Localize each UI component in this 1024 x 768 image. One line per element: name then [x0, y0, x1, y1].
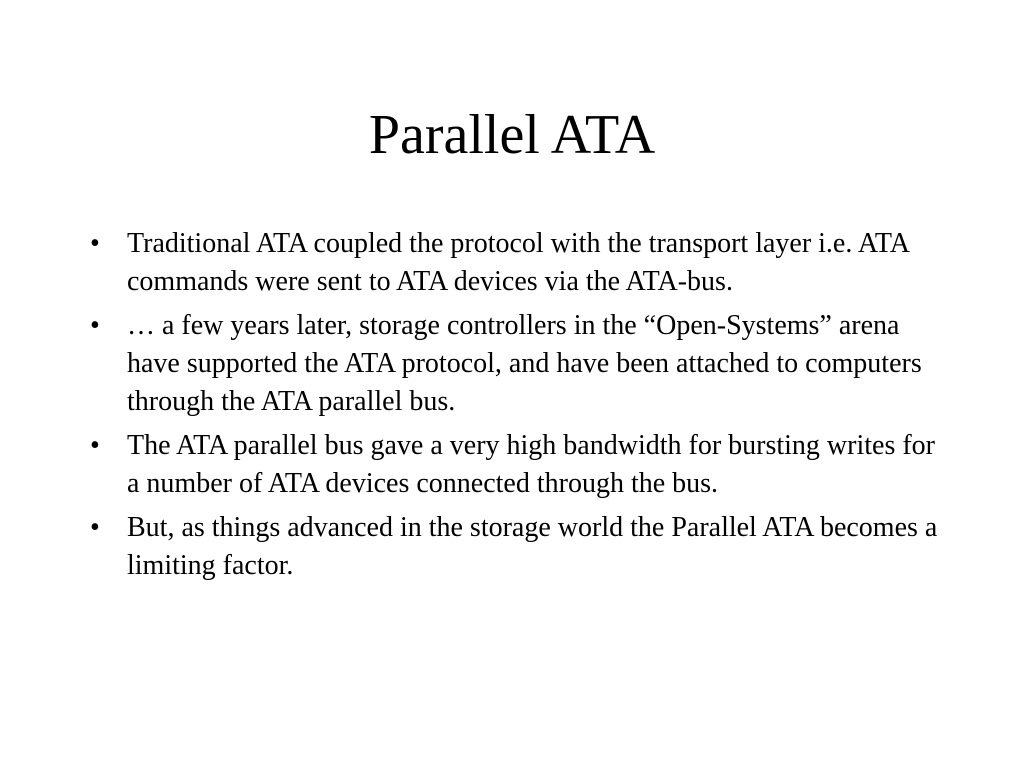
bullet-list [90, 225, 950, 591]
bullet-item-3 [90, 427, 950, 503]
bullet-text: But, as things advanced in the storage world the Parallel ATA becomes a limiting factor. [127, 512, 938, 581]
bullet-text: Traditional ATA coupled the protocol with the transport layer i.e. ATA commands were sent to ATA devices via the ATA-bus. [127, 228, 909, 297]
slide-title: Parallel ATA [368, 104, 656, 166]
bullet-marker: • [90, 310, 100, 341]
bullet-text: The ATA parallel bus gave a very high bandwidth for bursting writes for a number of ATA devices connected through the bus. [127, 430, 936, 499]
bullet-marker: • [90, 228, 100, 259]
bullet-text: … a few years later, storage controllers in the “Open-Systems” arena have supported the ATA protocol, and have been attached to computers through the ATA parallel bus. [127, 310, 922, 417]
bullet-item-1 [90, 225, 950, 301]
bullet-marker: • [90, 512, 100, 543]
bullet-item-4 [90, 509, 950, 585]
bullet-marker: • [90, 430, 100, 461]
bullet-item-2 [90, 307, 950, 421]
